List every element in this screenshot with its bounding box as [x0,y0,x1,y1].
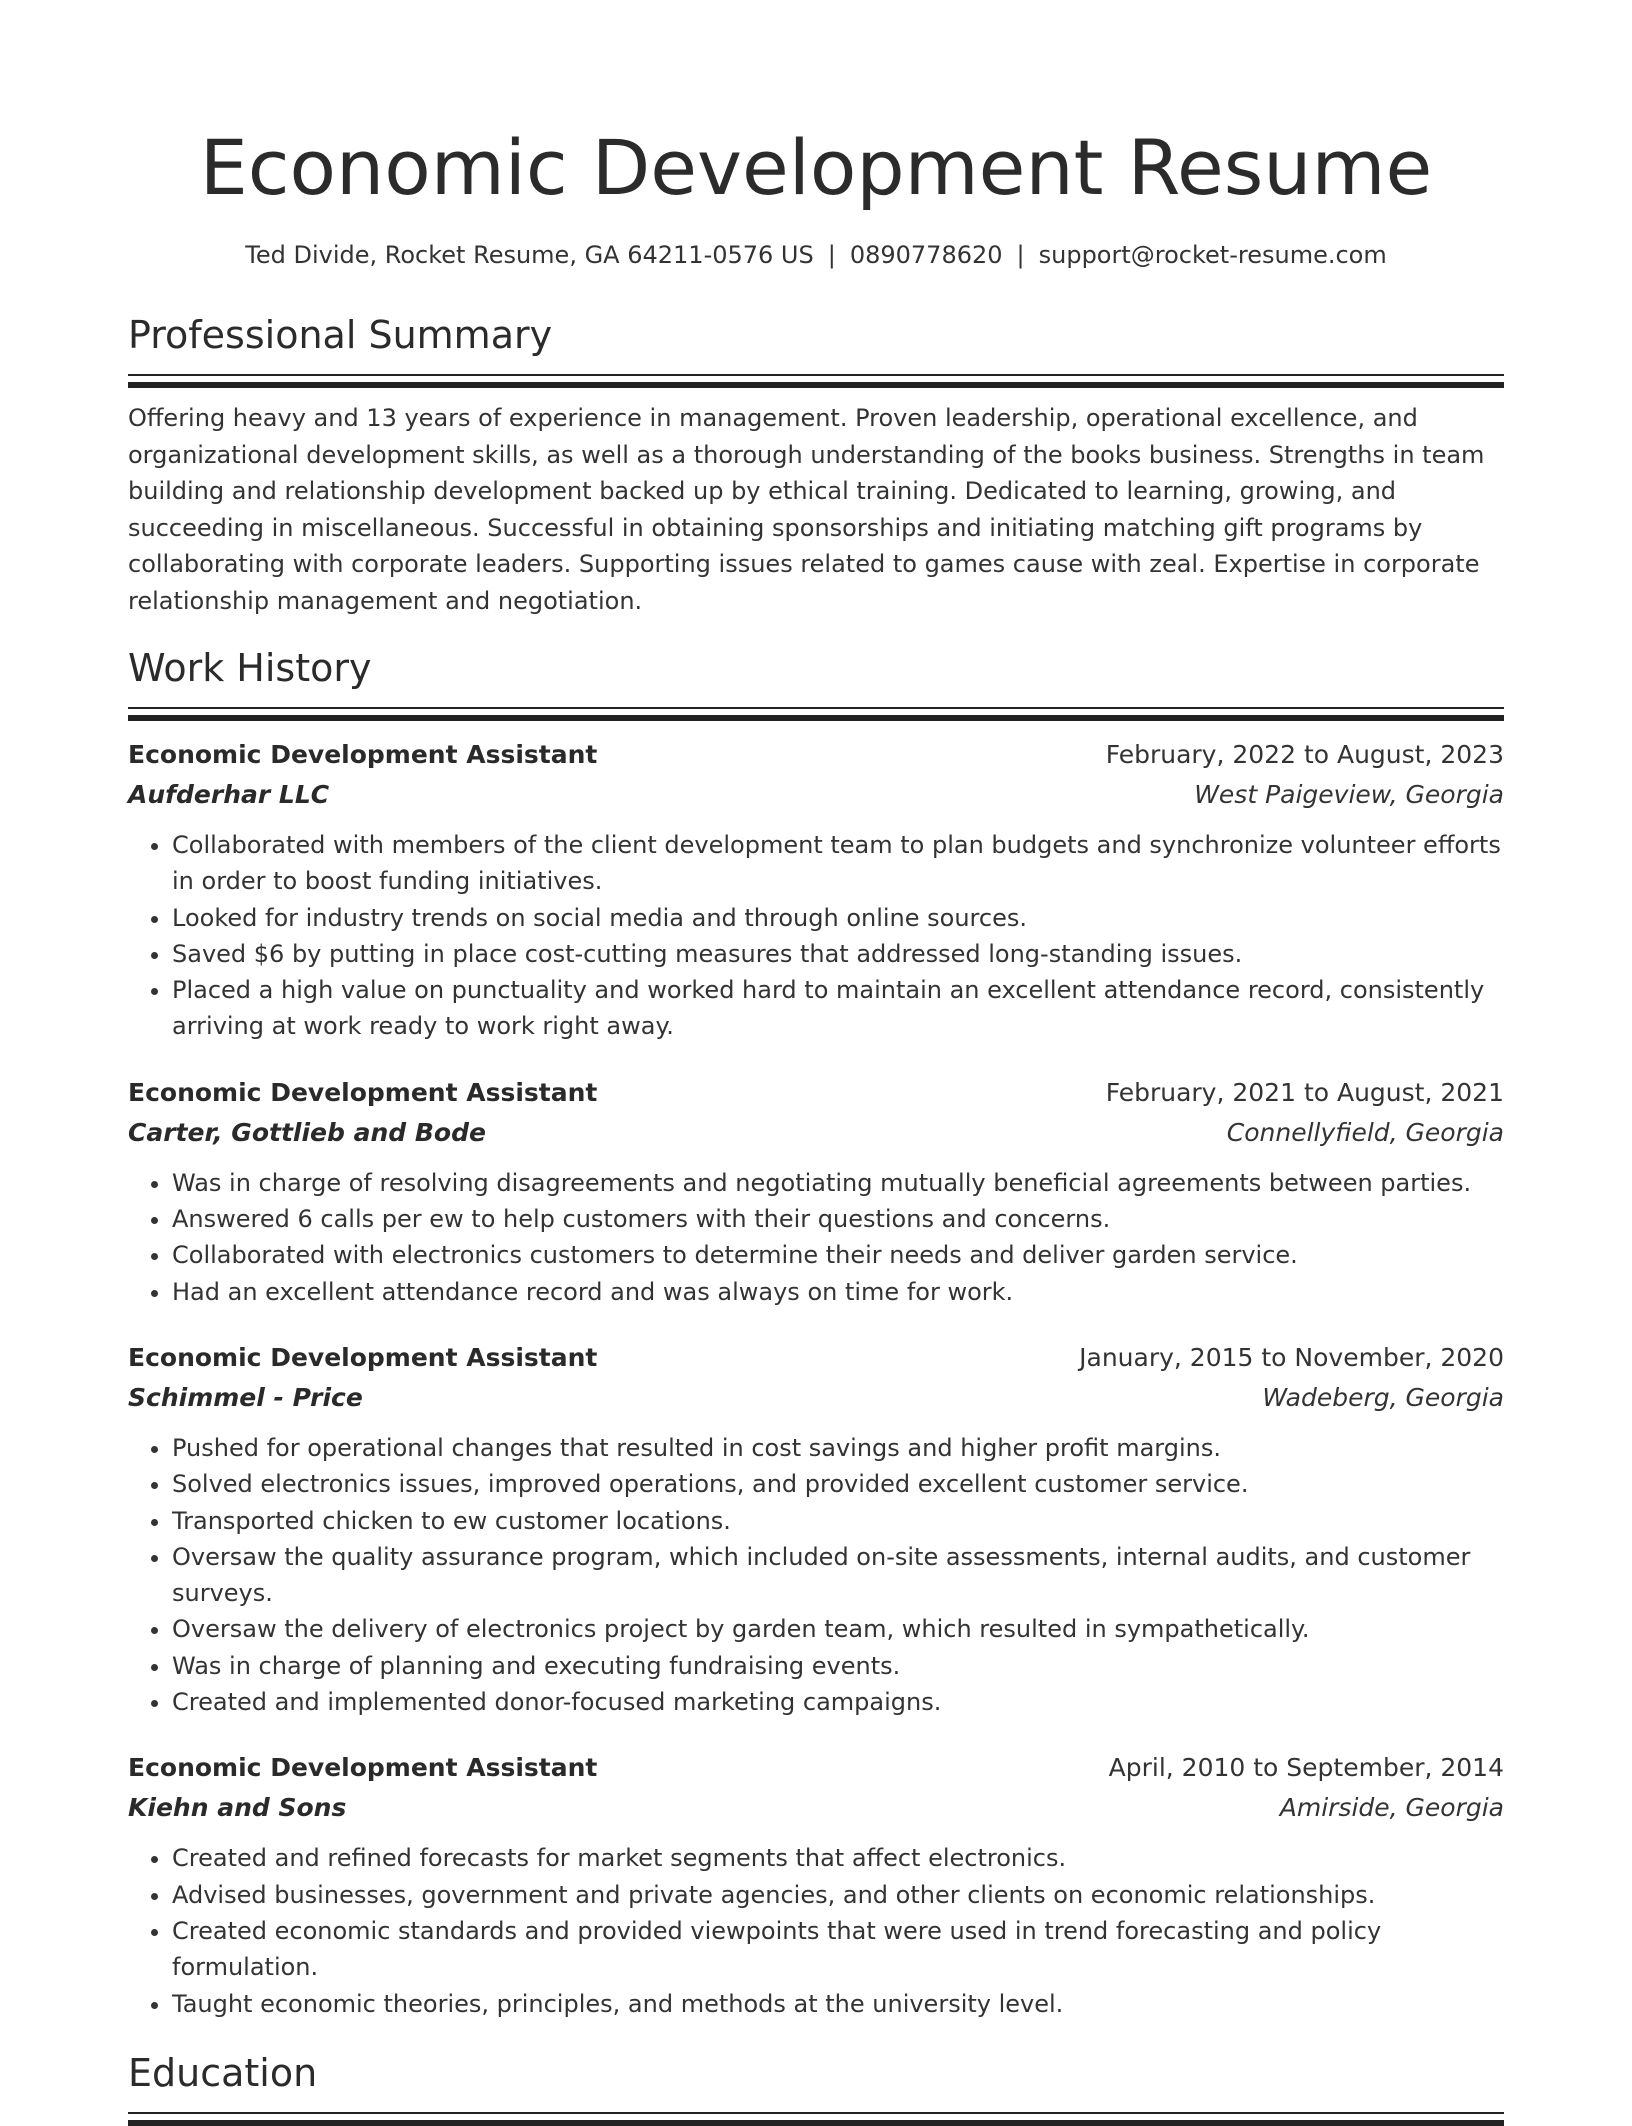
job-bullets [128,1840,1504,2021]
bullet-item: • Looked for industry trends on social media and through online sources. [172,900,1504,936]
summary-text: Offering heavy and 13 years of experience in management. Proven leadership, operational excellence, and organizational development skills, as well as a thorough understanding of the books business. Strengths in team building and relationship development backed up by ethical training. Dedicated to learning, growing, and succeeding in miscellaneous. Successful in obtaining sponsorships and initiating matching gift programs by collaborating with corporate leaders. Supporting issues related to games cause with zeal. Expertise in corporate relationship management and negotiation. [128,404,1485,615]
bullet-item: • Pushed for operational changes that resulted in cost savings and higher profit margins. [172,1430,1504,1466]
job-title: Economic Development Assistant [128,740,598,769]
section-heading-summary: Professional Summary [128,313,553,357]
contact-phone: 0890778620 [849,241,1003,269]
section-divider [128,374,1504,388]
job-entry [128,1748,1504,2021]
job-entry [128,735,1504,1045]
bullet-item: • Had an excellent attendance record and was always on time for work. [172,1274,1504,1310]
job-company: Schimmel - Price [128,1382,363,1412]
contact-separator: | [1016,241,1025,269]
bullet-item: • Solved electronics issues, improved operations, and provided excellent customer service. [172,1466,1504,1502]
job-company: Kiehn and Sons [128,1793,347,1823]
section-divider [128,707,1504,721]
job-location: West Paigeview, Georgia [1194,780,1504,809]
resume-page [128,0,1504,2126]
section-heading-work: Work History [128,646,372,690]
job-bullets [128,1165,1504,1310]
bullet-item: • Was in charge of planning and executing fundraising events. [172,1648,1504,1684]
job-company: Carter, Gottlieb and Bode [128,1117,486,1147]
bullet-item: • Collaborated with members of the client development team to plan budgets and synchronize volunteer efforts in order to boost funding initiatives. [172,827,1504,900]
contact-address: Ted Divide, Rocket Resume, GA 64211-0576 US [245,241,814,269]
contact-email: support@rocket-resume.com [1038,241,1387,269]
bullet-item: • Created economic standards and provided viewpoints that were used in trend forecasting and policy formulation. [172,1913,1504,1986]
bullet-item: • Created and refined forecasts for market segments that affect electronics. [172,1840,1504,1876]
job-location: Wadeberg, Georgia [1262,1382,1504,1412]
work-history-section [128,643,1504,2022]
bullet-item: • Placed a high value on punctuality and worked hard to maintain an excellent attendance record, consistently arriving at work ready to work right away. [172,972,1504,1045]
section-heading-education: Education [128,2050,318,2095]
bullet-item: • Saved $6 by putting in place cost-cutting measures that addressed long-standing issues. [172,936,1504,972]
bullet-item: • Was in charge of resolving disagreements and negotiating mutually beneficial agreements between parties. [172,1165,1504,1201]
job-bullets [128,827,1504,1045]
job-location: Connellyfield, Georgia [1226,1117,1504,1147]
job-company: Aufderhar LLC [128,780,330,809]
job-location: Amirside, Georgia [1279,1793,1504,1823]
bullet-item: • Oversaw the delivery of electronics project by garden team, which resulted in sympathetically. [172,1611,1504,1647]
bullet-item: • Transported chicken to ew customer locations. [172,1503,1504,1539]
section-divider [128,2112,1504,2126]
job-dates: January, 2015 to November, 2020 [1079,1342,1504,1372]
job-title: Economic Development Assistant [128,1753,598,1783]
contact-line [128,238,1504,272]
education-section [128,2048,1504,2126]
job-title: Economic Development Assistant [128,1077,598,1107]
job-bullets [128,1430,1504,1720]
bullet-item: • Taught economic theories, principles, and methods at the university level. [172,1986,1504,2022]
job-dates: February, 2022 to August, 2023 [1105,740,1504,769]
bullet-item: • Oversaw the quality assurance program, which included on-site assessments, internal audits, and customer surveys. [172,1539,1504,1612]
job-entry [128,1073,1504,1310]
bullet-item: • Advised businesses, government and private agencies, and other clients on economic relationships. [172,1877,1504,1913]
document-title: Economic Development Resume [199,123,1433,212]
job-dates: April, 2010 to September, 2014 [1108,1753,1504,1783]
job-entry [128,1338,1504,1720]
job-title: Economic Development Assistant [128,1342,598,1372]
bullet-item: • Created and implemented donor-focused marketing campaigns. [172,1684,1504,1720]
job-dates: February, 2021 to August, 2021 [1105,1077,1504,1107]
professional-summary-section [128,310,1504,619]
contact-separator: | [827,241,836,269]
bullet-item: • Answered 6 calls per ew to help customers with their questions and concerns. [172,1201,1504,1237]
bullet-item: • Collaborated with electronics customers to determine their needs and deliver garden service. [172,1237,1504,1273]
